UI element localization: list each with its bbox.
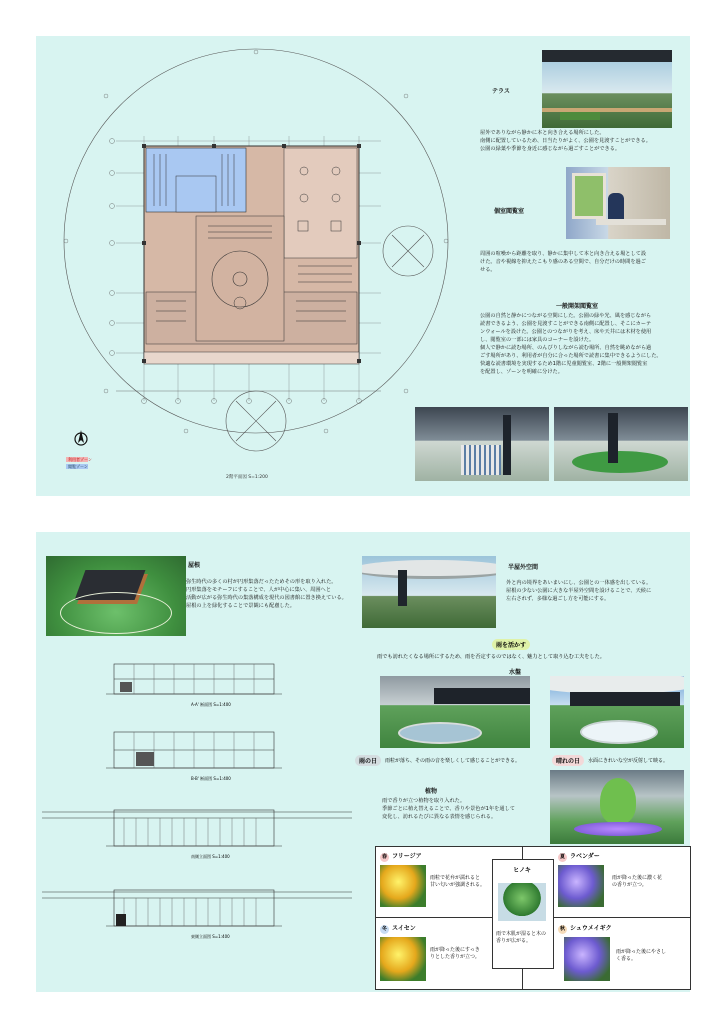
reading-room-line: けた。音や視線を抑えたこもり感のある空間で、自分だけの時間を過ご [480, 259, 646, 265]
column [398, 570, 407, 606]
spring-desc [430, 875, 492, 889]
open-room-line: 公園の自然と静かにつながる空間にした。公園の緑や光、風を感じながら [480, 313, 652, 319]
semi-outdoor-line: 外と内の境界をあいまいにし、公園との一体感を出している。 [506, 580, 652, 586]
lawn-patch [572, 451, 668, 473]
open-room-line: を配置し、ゾーンを明確に分けた。 [480, 369, 563, 375]
hinoki-photo [498, 883, 546, 921]
narcissus-photo [380, 937, 426, 981]
autumn-desc-line: 雨が降った後にやさし [616, 949, 667, 955]
terrace-title: テラス [492, 88, 510, 95]
plants-line: 季節ごとに植え替えることで、香りや景色が1年を通して [382, 806, 515, 812]
terrace-photo [542, 50, 672, 128]
basin [398, 722, 482, 744]
semi-outdoor-line: 左右されず、多様な過ごし方を可能にする。 [506, 596, 610, 602]
open-room-text [480, 312, 690, 376]
autumn-label [558, 923, 612, 934]
open-room-line: し、閲覧室の一部には家具のコーナーを設けた。 [480, 337, 595, 343]
hinoki-desc-line: 雨で木肌が湿ると木の [496, 931, 547, 937]
roof-model-image [46, 556, 186, 636]
south-elevation-caption: 南側立面図 S=1:400 [191, 854, 230, 859]
open-room-photo-left [415, 407, 549, 481]
east-elevation-caption: 東側立面図 S=1:400 [191, 934, 230, 939]
spring-badge: 春 [381, 854, 387, 860]
roof-canopy [362, 560, 496, 579]
plants-text [382, 797, 562, 821]
summer-badge: 夏 [559, 854, 565, 860]
winter-badge: 冬 [381, 926, 387, 932]
north-arrow-icon [74, 429, 88, 447]
legend-reading-label: 閲覧ゾーン [68, 464, 88, 469]
autumn-desc-line: く香る。 [616, 956, 637, 962]
open-room-line: 快適な読書環境を実現するため1階に児童閲覧室、2階に一般開架閲覧室 [480, 361, 648, 367]
roof-text [186, 578, 366, 610]
terrace-line: 公園の緑葉や季節を身近に感じながら過ごすことができる。 [480, 146, 621, 152]
spring-desc-line: 雨粒で花弁が濡れると [430, 875, 481, 881]
floor-plan-panel [36, 36, 690, 496]
semi-outdoor-text [506, 579, 688, 603]
terrace-line: 屋外でありながら静かに本と向き合える場所にした。 [480, 130, 605, 136]
basin [580, 720, 658, 744]
plants-title: 植物 [425, 788, 438, 795]
terrace-planter [560, 112, 600, 120]
section-bb-caption: B-B' 断面図 S=1:400 [191, 776, 231, 781]
summer-label [558, 851, 600, 862]
reading-room-desk [596, 219, 666, 225]
summer-desc-line: 雨が降った後に濃く花 [612, 875, 663, 881]
autumn-badge: 秋 [559, 926, 565, 932]
tree [600, 778, 636, 824]
winter-label [380, 923, 416, 934]
winter-name: スイセン [392, 925, 416, 932]
reading-room-line: 周囲の喧噪から距離を取り、静かに集中して本と向き合える場として設 [480, 251, 647, 257]
open-room-title: 一般開架閲覧室 [556, 303, 599, 310]
plan-caption: 2階平面図 S=1:200 [226, 475, 268, 480]
reading-room-text [480, 250, 690, 274]
winter-desc-line: りとした香りが立つ。 [430, 954, 480, 960]
plants-photo [550, 770, 684, 844]
autumn-desc [616, 949, 684, 963]
lavender-photo [558, 865, 604, 907]
sunny-day-label: 晴れの日 [552, 755, 584, 766]
second-floor-plan-drawing [36, 36, 456, 496]
roof-line: 円形集落をモチーフにすることで、人が中心に集い、周囲へと [186, 587, 331, 593]
bookshelf [461, 445, 501, 475]
column [608, 413, 618, 463]
rainy-day-text: 雨粒が落ち、その雨の音を楽しくして感じることができる。 [385, 758, 521, 764]
roof-line: 屋根の上を緑化することで景観にも配慮した。 [186, 603, 295, 609]
season-summer [558, 851, 686, 915]
hinoki-desc [496, 931, 550, 945]
roof-ring [60, 592, 172, 634]
column [503, 415, 511, 475]
terrace-text [480, 129, 680, 153]
reading-room-title: 個室閲覧室 [494, 208, 525, 215]
hinoki-name: ヒノキ [513, 867, 531, 874]
open-room-line: 読書できるよう、公園を見渡すことができる南側に配置し、そこにカーテ [480, 321, 652, 327]
legend-user-label: 利用者ゾーン [68, 457, 92, 462]
seasonal-plants-grid [375, 846, 691, 990]
section-aa-caption: A-A' 断面図 S=1:400 [191, 702, 231, 707]
reading-room-photo [566, 167, 670, 239]
center-hinoki [494, 861, 550, 965]
freesia-photo [380, 865, 426, 907]
open-room-line: ごす場所があり、利用者が自分に合った場所で読書に集中できるようにした。 [480, 353, 662, 359]
spring-desc-line: 甘い匂いが強調される。 [430, 882, 486, 888]
terrace-roof [542, 50, 672, 62]
semi-outdoor-title: 半屋外空間 [508, 564, 539, 571]
reading-room-line: せる。 [480, 267, 496, 273]
season-autumn [558, 923, 686, 985]
roof-line: 活動が広がる弥生時代の集落構成を現代の図書館に置き換えている。 [186, 595, 347, 601]
winter-desc [430, 947, 492, 961]
sunny-day-text: 水面にきれいな空が反射して映る。 [588, 758, 669, 764]
building-band [434, 688, 530, 704]
water-basin-sunny-photo [550, 676, 684, 748]
semi-outdoor-line: 屋根の少ない公園に大きな半屋外空間を設けることで、天候に [506, 588, 652, 594]
open-room-line: ンウォールを設けた。公園とのつながりを考え、床や天井には木材を使用 [480, 329, 652, 335]
open-room-line: 個人で静かに読む場所、のんびりしながら読む場所、自然を眺めながら過 [480, 345, 652, 351]
winter-desc-line: 雨が降った後にすっき [430, 947, 480, 953]
spring-name: フリージア [392, 853, 422, 860]
season-winter [380, 923, 490, 985]
design-details-panel [36, 532, 690, 992]
roof-title: 屋根 [188, 562, 201, 569]
terrace-line: 南側に配置しているため、日当たりがよく、公園を見渡すことができる。 [480, 138, 651, 144]
open-room-photo-right [554, 407, 688, 481]
rainy-day-label: 雨の日 [355, 755, 381, 766]
anemone-photo [564, 937, 610, 981]
spring-label [380, 851, 422, 862]
plants-line: 雨で香りが立つ植物を取り入れた。 [382, 798, 466, 804]
plants-line: 変化し、訪れるたびに異なる表情を感じられる。 [382, 814, 497, 820]
water-basin-title: 水盤 [509, 669, 522, 676]
summer-desc-line: の香りが立つ。 [612, 882, 647, 888]
rain-intro: 雨でも訪れたくなる場所にするため、雨を否定するのではなく、魅力として取り込む工夫をした。 [377, 654, 605, 660]
reading-room-window [572, 173, 606, 219]
autumn-name: シュウメイギク [570, 925, 612, 932]
flower-bed [574, 822, 662, 836]
semi-outdoor-image [362, 556, 496, 628]
rain-heading: 雨を活かす [492, 639, 530, 650]
summer-name: ラベンダー [570, 853, 600, 860]
roof-line: 弥生時代の多くの村が円形集落だったためその形を取り入れた。 [186, 579, 337, 585]
water-basin-rainy-photo [380, 676, 530, 748]
building-band [570, 692, 680, 706]
hinoki-desc-line: 香りが広がる。 [496, 938, 532, 944]
summer-desc [612, 875, 684, 889]
season-spring [380, 851, 490, 915]
